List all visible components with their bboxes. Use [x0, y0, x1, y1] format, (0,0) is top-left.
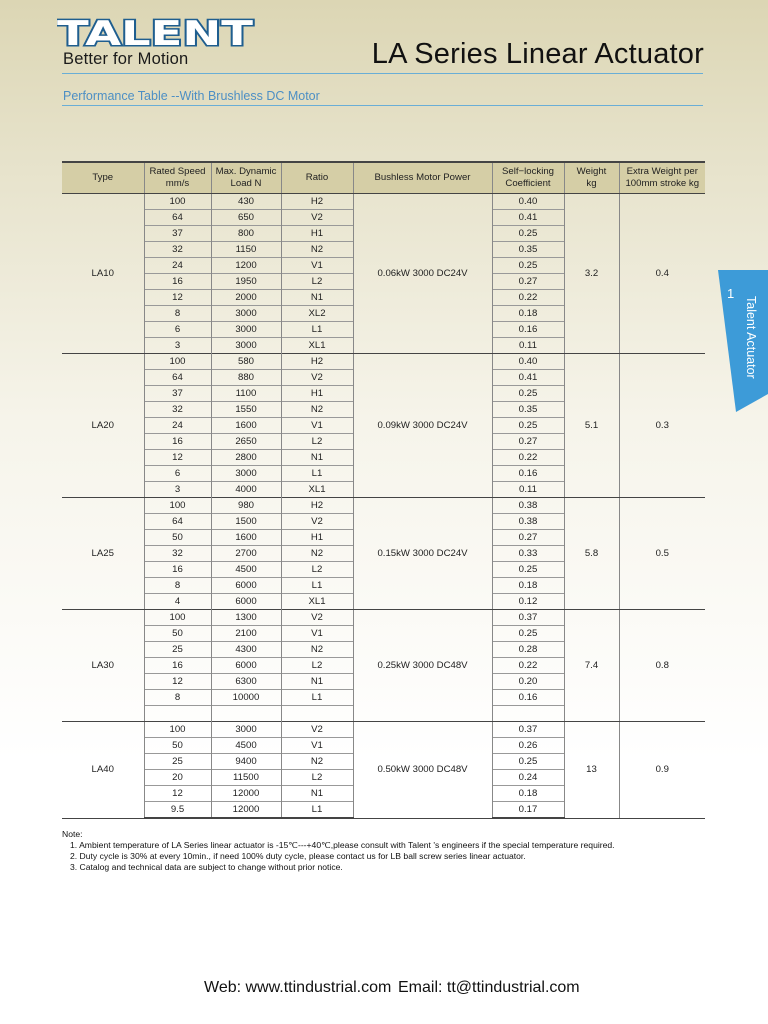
- cell-coefficient: 0.18: [492, 786, 564, 802]
- cell-ratio: V1: [281, 418, 353, 434]
- cell-ratio: N1: [281, 450, 353, 466]
- cell-load: 2800: [211, 450, 281, 466]
- header-text: Self−locking: [502, 166, 554, 177]
- cell-coefficient: 0.22: [492, 450, 564, 466]
- cell-speed: 32: [144, 242, 211, 258]
- cell-load: 1950: [211, 274, 281, 290]
- cell-coefficient: 0.40: [492, 354, 564, 370]
- cell-load: 4000: [211, 482, 281, 498]
- cell-load: 2100: [211, 626, 281, 642]
- note-item: 3. Catalog and technical data are subject to change without prior notice.: [70, 862, 343, 872]
- cell-coefficient: [492, 706, 564, 722]
- cell-coefficient: 0.35: [492, 402, 564, 418]
- header-text: Load N: [230, 178, 262, 189]
- cell-load: 4300: [211, 642, 281, 658]
- cell-speed: 24: [144, 258, 211, 274]
- cell-coefficient: 0.38: [492, 498, 564, 514]
- cell-ratio: H2: [281, 194, 353, 210]
- cell-load: 580: [211, 354, 281, 370]
- cell-ratio: H1: [281, 226, 353, 242]
- cell-coefficient: 0.27: [492, 530, 564, 546]
- cell-ratio: V2: [281, 210, 353, 226]
- cell-coefficient: 0.17: [492, 802, 564, 819]
- cell-speed: 37: [144, 386, 211, 402]
- cell-load: 6300: [211, 674, 281, 690]
- cell-load: 9400: [211, 754, 281, 770]
- cell-weight: 13: [564, 722, 619, 819]
- cell-weight: 7.4: [564, 610, 619, 722]
- cell-type: LA10: [62, 194, 144, 354]
- cell-speed: 12: [144, 290, 211, 306]
- tagline: Better for Motion: [63, 50, 189, 68]
- page-title: LA Series Linear Actuator: [371, 38, 704, 70]
- table-row: [62, 354, 705, 370]
- cell-load: 10000: [211, 690, 281, 706]
- cell-speed: 50: [144, 530, 211, 546]
- cell-ratio: L1: [281, 802, 353, 819]
- cell-speed: 6: [144, 466, 211, 482]
- notes-heading: Note:: [62, 829, 83, 839]
- cell-load: 3000: [211, 306, 281, 322]
- cell-speed: 3: [144, 338, 211, 354]
- header-text: 100mm stroke kg: [625, 178, 700, 189]
- cell-ratio: L1: [281, 690, 353, 706]
- cell-speed: [144, 706, 211, 722]
- cell-ratio: L2: [281, 434, 353, 450]
- cell-speed: 12: [144, 450, 211, 466]
- cell-load: 6000: [211, 658, 281, 674]
- title-rule: [62, 73, 703, 74]
- cell-weight: 5.1: [564, 354, 619, 498]
- cell-load: 800: [211, 226, 281, 242]
- cell-coefficient: 0.18: [492, 306, 564, 322]
- cell-coefficient: 0.11: [492, 338, 564, 354]
- table-row: [62, 610, 705, 626]
- cell-speed: 16: [144, 562, 211, 578]
- cell-ratio: H2: [281, 354, 353, 370]
- cell-coefficient: 0.18: [492, 578, 564, 594]
- cell-ratio: H2: [281, 498, 353, 514]
- cell-ratio: L2: [281, 658, 353, 674]
- cell-motor-power: 0.06kW 3000 DC24V: [353, 194, 492, 354]
- cell-speed: 25: [144, 754, 211, 770]
- cell-coefficient: 0.22: [492, 658, 564, 674]
- header-text: Rated Speed: [149, 166, 206, 177]
- cell-speed: 3: [144, 482, 211, 498]
- cell-coefficient: 0.27: [492, 274, 564, 290]
- header-rated-speed: [144, 162, 211, 194]
- cell-type: LA20: [62, 354, 144, 498]
- footer-email-link[interactable]: Email: tt@ttindustrial.com: [398, 979, 580, 996]
- cell-coefficient: 0.16: [492, 690, 564, 706]
- header-text: Extra Weight per: [626, 166, 698, 177]
- cell-load: 1100: [211, 386, 281, 402]
- cell-speed: 16: [144, 658, 211, 674]
- cell-speed: 32: [144, 402, 211, 418]
- cell-speed: 37: [144, 226, 211, 242]
- note-item: 1. Ambient temperature of LA Series linear actuator is -15℃---+40℃,please consult with Talent 's engineers if the special temperature required.: [70, 840, 615, 850]
- cell-coefficient: 0.25: [492, 754, 564, 770]
- svg-text:TALENT: TALENT: [57, 14, 255, 50]
- cell-ratio: L2: [281, 562, 353, 578]
- performance-table: [62, 161, 705, 819]
- cell-ratio: XL1: [281, 594, 353, 610]
- cell-load: 2650: [211, 434, 281, 450]
- cell-ratio: N2: [281, 754, 353, 770]
- side-tab-number: 1: [727, 286, 735, 301]
- cell-ratio: H1: [281, 530, 353, 546]
- side-tab[interactable]: [708, 270, 768, 412]
- cell-load: 12000: [211, 786, 281, 802]
- cell-coefficient: 0.20: [492, 674, 564, 690]
- cell-load: 3000: [211, 322, 281, 338]
- cell-load: 2000: [211, 290, 281, 306]
- cell-speed: 64: [144, 370, 211, 386]
- cell-load: 11500: [211, 770, 281, 786]
- cell-ratio: N2: [281, 242, 353, 258]
- cell-coefficient: 0.25: [492, 562, 564, 578]
- cell-speed: 50: [144, 626, 211, 642]
- cell-coefficient: 0.25: [492, 226, 564, 242]
- header-ratio: [281, 162, 353, 194]
- table-row: [62, 722, 705, 738]
- cell-load: 4500: [211, 738, 281, 754]
- cell-coefficient: 0.25: [492, 626, 564, 642]
- cell-load: 6000: [211, 578, 281, 594]
- cell-coefficient: 0.16: [492, 322, 564, 338]
- header-self-locking: [492, 162, 564, 194]
- cell-load: 3000: [211, 722, 281, 738]
- cell-motor-power: 0.15kW 3000 DC24V: [353, 498, 492, 610]
- cell-coefficient: 0.12: [492, 594, 564, 610]
- footer-web-link[interactable]: Web: www.ttindustrial.com: [204, 979, 392, 996]
- header-type: [62, 162, 144, 194]
- cell-type: LA30: [62, 610, 144, 722]
- cell-speed: 16: [144, 434, 211, 450]
- cell-speed: 64: [144, 514, 211, 530]
- cell-type: LA25: [62, 498, 144, 610]
- cell-load: 3000: [211, 466, 281, 482]
- cell-ratio: V1: [281, 626, 353, 642]
- table-row: [62, 194, 705, 210]
- cell-load: 880: [211, 370, 281, 386]
- cell-load: 3000: [211, 338, 281, 354]
- header-max-load: [211, 162, 281, 194]
- cell-type: LA40: [62, 722, 144, 819]
- table-header-row: [62, 162, 705, 194]
- cell-coefficient: 0.22: [492, 290, 564, 306]
- cell-coefficient: 0.35: [492, 242, 564, 258]
- cell-load: 4500: [211, 562, 281, 578]
- cell-ratio: [281, 706, 353, 722]
- cell-coefficient: 0.41: [492, 210, 564, 226]
- cell-speed: 25: [144, 642, 211, 658]
- header-text: Bushless Motor Power: [374, 172, 471, 183]
- cell-load: 1500: [211, 514, 281, 530]
- cell-speed: 8: [144, 578, 211, 594]
- cell-motor-power: 0.25kW 3000 DC48V: [353, 610, 492, 722]
- cell-coefficient: 0.38: [492, 514, 564, 530]
- cell-ratio: N1: [281, 674, 353, 690]
- cell-ratio: V2: [281, 722, 353, 738]
- cell-ratio: V2: [281, 610, 353, 626]
- cell-ratio: L1: [281, 322, 353, 338]
- cell-ratio: L2: [281, 274, 353, 290]
- cell-speed: 12: [144, 786, 211, 802]
- cell-weight: 3.2: [564, 194, 619, 354]
- cell-load: 430: [211, 194, 281, 210]
- cell-speed: 8: [144, 690, 211, 706]
- cell-coefficient: 0.11: [492, 482, 564, 498]
- cell-ratio: N1: [281, 786, 353, 802]
- cell-speed: 100: [144, 722, 211, 738]
- cell-ratio: H1: [281, 386, 353, 402]
- cell-speed: 100: [144, 354, 211, 370]
- cell-ratio: N2: [281, 546, 353, 562]
- cell-ratio: V1: [281, 258, 353, 274]
- cell-ratio: XL1: [281, 482, 353, 498]
- cell-coefficient: 0.25: [492, 418, 564, 434]
- side-tab-label: Talent Actuator: [744, 296, 758, 379]
- cell-coefficient: 0.28: [492, 642, 564, 658]
- cell-coefficient: 0.37: [492, 722, 564, 738]
- cell-extra-weight: 0.3: [619, 354, 705, 498]
- header-text: Ratio: [305, 172, 329, 183]
- cell-load: 2700: [211, 546, 281, 562]
- header-extra-weight: [619, 162, 705, 194]
- cell-load: 1600: [211, 530, 281, 546]
- cell-speed: 4: [144, 594, 211, 610]
- cell-speed: 8: [144, 306, 211, 322]
- cell-speed: 20: [144, 770, 211, 786]
- cell-speed: 16: [144, 274, 211, 290]
- cell-coefficient: 0.16: [492, 466, 564, 482]
- header-text: Coefficient: [505, 178, 551, 189]
- cell-speed: 32: [144, 546, 211, 562]
- cell-speed: 50: [144, 738, 211, 754]
- cell-speed: 64: [144, 210, 211, 226]
- subtitle-rule: [62, 105, 703, 106]
- table-row: [62, 498, 705, 514]
- cell-ratio: N1: [281, 290, 353, 306]
- cell-coefficient: 0.33: [492, 546, 564, 562]
- table-subtitle: Performance Table --With Brushless DC Motor: [63, 89, 320, 103]
- cell-motor-power: 0.50kW 3000 DC48V: [353, 722, 492, 819]
- cell-load: 980: [211, 498, 281, 514]
- cell-motor-power: 0.09kW 3000 DC24V: [353, 354, 492, 498]
- cell-coefficient: 0.40: [492, 194, 564, 210]
- cell-ratio: N2: [281, 402, 353, 418]
- cell-ratio: N2: [281, 642, 353, 658]
- header-text: Type: [92, 172, 114, 183]
- header-text: kg: [586, 178, 597, 189]
- note-item: 2. Duty cycle is 30% at every 10min., if need 100% duty cycle, please contact us for LB ball screw series linear actuator.: [70, 851, 526, 861]
- cell-speed: 100: [144, 610, 211, 626]
- cell-coefficient: 0.25: [492, 386, 564, 402]
- cell-ratio: XL1: [281, 338, 353, 354]
- cell-extra-weight: 0.5: [619, 498, 705, 610]
- cell-weight: 5.8: [564, 498, 619, 610]
- cell-speed: 12: [144, 674, 211, 690]
- header-weight: [564, 162, 619, 194]
- notes-section: [62, 829, 615, 873]
- header-motor-power: [353, 162, 492, 194]
- cell-extra-weight: 0.8: [619, 610, 705, 722]
- cell-coefficient: 0.37: [492, 610, 564, 626]
- cell-coefficient: 0.41: [492, 370, 564, 386]
- cell-load: 1200: [211, 258, 281, 274]
- cell-speed: 100: [144, 194, 211, 210]
- cell-coefficient: 0.27: [492, 434, 564, 450]
- cell-ratio: L1: [281, 466, 353, 482]
- cell-extra-weight: 0.9: [619, 722, 705, 819]
- cell-load: 1600: [211, 418, 281, 434]
- cell-ratio: L2: [281, 770, 353, 786]
- cell-ratio: V2: [281, 514, 353, 530]
- cell-ratio: L1: [281, 578, 353, 594]
- table-body: [62, 194, 705, 819]
- cell-speed: 100: [144, 498, 211, 514]
- cell-load: 650: [211, 210, 281, 226]
- header-text: mm/s: [165, 178, 190, 189]
- cell-load: 6000: [211, 594, 281, 610]
- cell-ratio: V2: [281, 370, 353, 386]
- cell-coefficient: 0.26: [492, 738, 564, 754]
- cell-extra-weight: 0.4: [619, 194, 705, 354]
- cell-coefficient: 0.24: [492, 770, 564, 786]
- cell-load: 1550: [211, 402, 281, 418]
- cell-coefficient: 0.25: [492, 258, 564, 274]
- cell-load: [211, 706, 281, 722]
- cell-ratio: V1: [281, 738, 353, 754]
- cell-load: 12000: [211, 802, 281, 819]
- cell-speed: 6: [144, 322, 211, 338]
- cell-speed: 24: [144, 418, 211, 434]
- header-text: Max. Dynamic: [215, 166, 277, 177]
- header-text: Weight: [576, 166, 607, 177]
- cell-load: 1150: [211, 242, 281, 258]
- cell-speed: 9.5: [144, 802, 211, 819]
- cell-load: 1300: [211, 610, 281, 626]
- cell-ratio: XL2: [281, 306, 353, 322]
